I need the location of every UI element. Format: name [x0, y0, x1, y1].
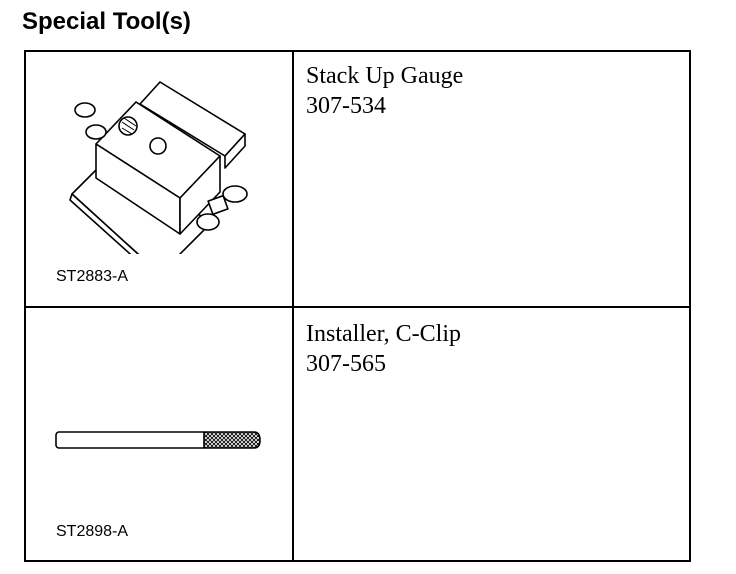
tool-image-cell	[26, 52, 294, 306]
table-row	[26, 52, 689, 308]
tool-number: 307-534	[306, 93, 386, 119]
stack-up-gauge-illustration	[60, 74, 260, 254]
illustration-reference-code: ST2883-A	[56, 268, 129, 285]
illustration-reference-code: ST2898-A	[56, 523, 129, 540]
tool-name: Stack Up Gauge	[306, 63, 464, 89]
special-tools-table	[24, 50, 691, 562]
tool-name: Installer, C-Clip	[306, 321, 462, 347]
table-row	[26, 308, 689, 560]
c-clip-installer-illustration	[54, 428, 264, 452]
tool-image-cell	[26, 308, 294, 560]
page-title: Special Tool(s)	[22, 8, 191, 35]
tool-number: 307-565	[306, 351, 386, 377]
tool-description-cell	[296, 308, 689, 560]
tool-description-cell	[296, 52, 689, 306]
